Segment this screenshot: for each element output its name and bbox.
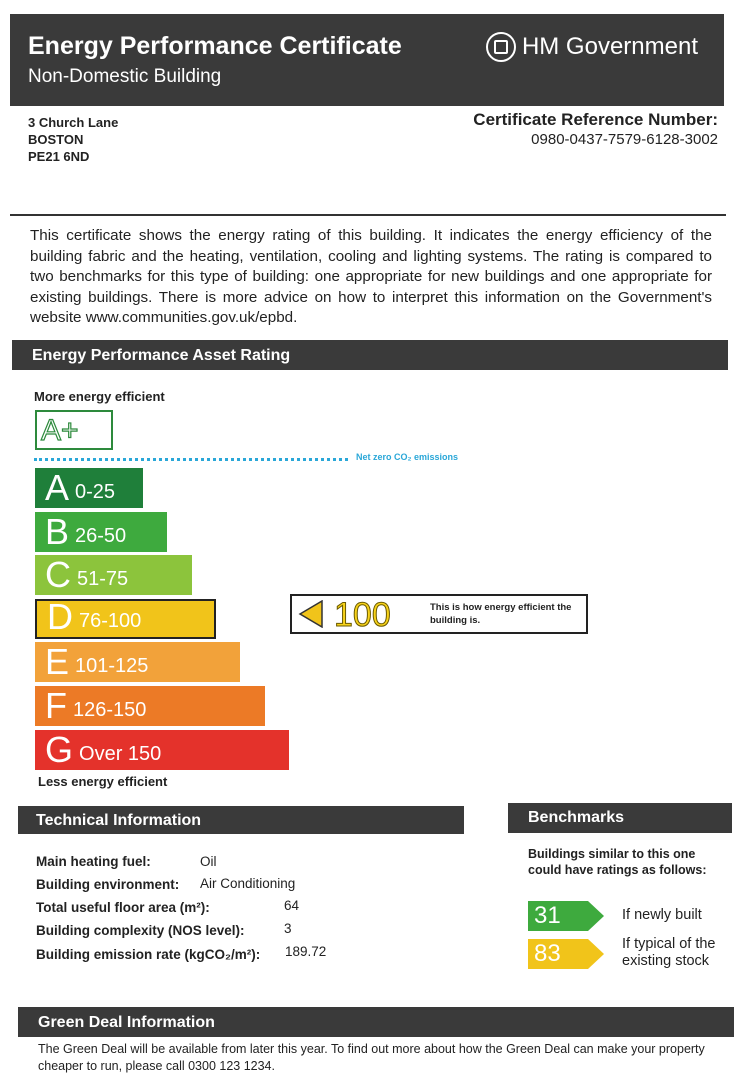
divider xyxy=(10,214,726,216)
band-range: 26-50 xyxy=(75,524,127,547)
aplus-band xyxy=(35,410,113,450)
address-line-2: BOSTON xyxy=(28,132,84,147)
page-subtitle: Non-Domestic Building xyxy=(28,66,222,87)
tech-label: Building emission rate (kgCO₂/m²): xyxy=(36,947,261,962)
address-block xyxy=(28,114,118,165)
band-letter: B xyxy=(45,510,70,552)
aplus-label: A+ xyxy=(41,414,79,447)
benchmark-new-badge xyxy=(528,901,604,931)
tech-label: Main heating fuel: xyxy=(36,854,151,869)
tech-value-emission: 189.72 xyxy=(285,944,327,959)
green-deal-title: Green Deal Information xyxy=(38,1014,215,1031)
benchmarks-intro: Buildings similar to this one could have ratings as follows: xyxy=(528,847,707,877)
technical-header xyxy=(18,806,464,834)
net-zero-label: Net zero CO₂ emissions xyxy=(356,452,459,462)
band-a xyxy=(35,468,143,508)
tech-row-floor-area xyxy=(36,900,210,915)
band-letter: E xyxy=(45,641,70,683)
band-letter: G xyxy=(45,728,74,770)
band-range: 101-125 xyxy=(75,655,149,678)
gov-name: HM Government xyxy=(521,33,698,60)
band-letter: F xyxy=(45,685,67,726)
green-deal-text: The Green Deal will be available from later this year. To find out more about how the Green Deal can make your property cheaper to run, please call 0300 123 1234. xyxy=(38,1042,705,1073)
band-b xyxy=(35,512,167,552)
tech-row-environment xyxy=(36,877,179,892)
band-letter: D xyxy=(47,595,73,637)
net-zero-line xyxy=(34,458,348,461)
certificate-header xyxy=(10,14,724,106)
tech-label: Building environment: xyxy=(36,877,180,892)
more-efficient-label: More energy efficient xyxy=(34,389,165,404)
band-c xyxy=(35,555,192,595)
tech-label: Total useful floor area (m²): xyxy=(36,900,210,915)
gov-logo xyxy=(486,32,698,62)
rating-section-title: Energy Performance Asset Rating xyxy=(32,347,291,364)
green-deal-header xyxy=(18,1007,734,1037)
band-d xyxy=(35,595,216,639)
benchmark-existing-label: If typical of the existing stock xyxy=(622,936,716,969)
rating-arrow-icon xyxy=(298,600,324,628)
tech-value-fuel: Oil xyxy=(200,854,217,869)
benchmark-new-value: 31 xyxy=(534,902,561,929)
page-title: Energy Performance Certificate xyxy=(28,32,402,60)
band-range: 126-150 xyxy=(73,699,147,721)
tech-row-fuel xyxy=(36,854,151,869)
current-rating-note: This is how energy efficient the building is. xyxy=(430,602,572,626)
crest-icon xyxy=(486,32,516,62)
band-range: 76-100 xyxy=(79,609,142,632)
band-range: Over 150 xyxy=(79,742,162,765)
band-g xyxy=(35,730,289,770)
address-line-1: 3 Church Lane xyxy=(28,115,119,130)
reference-label: Certificate Reference Number: xyxy=(473,110,718,129)
band-range: 0-25 xyxy=(75,481,116,503)
reference-value: 0980-0437-7579-6128-3002 xyxy=(531,131,718,148)
band-f xyxy=(35,686,265,726)
band-e xyxy=(35,642,240,682)
band-range: 51-75 xyxy=(77,568,129,591)
band-letter: A xyxy=(45,467,70,508)
benchmark-new-label: If newly built xyxy=(622,907,702,923)
tech-value-floor-area: 64 xyxy=(284,898,300,913)
rating-section-header xyxy=(12,340,728,370)
tech-row-emission xyxy=(36,947,260,962)
intro-paragraph: This certificate shows the energy rating of this building. It indicates the energy efficiency of the building fabric and the heating, ventilation, cooling and lighting systems. The rating is compared to two benchmarks for this type of building: one appropriate for new buildings and one appropriate for existing buildings. There is more advice on how to interpret this information on the Government's website www.communities.gov.uk/epbd. xyxy=(30,227,712,326)
tech-value-complexity: 3 xyxy=(284,921,292,936)
current-rating-value: 100 xyxy=(334,596,391,634)
benchmark-existing-badge xyxy=(528,939,604,969)
tech-value-environment: Air Conditioning xyxy=(200,876,296,891)
technical-title: Technical Information xyxy=(36,812,202,829)
address-line-3: PE21 6ND xyxy=(28,149,90,164)
tech-label: Building complexity (NOS level): xyxy=(36,923,245,938)
current-rating-indicator xyxy=(290,594,588,634)
tech-row-complexity xyxy=(36,923,245,938)
benchmark-existing-value: 83 xyxy=(534,940,561,967)
benchmarks-header xyxy=(508,803,732,833)
band-letter: C xyxy=(45,554,71,596)
less-efficient-label: Less energy efficient xyxy=(38,774,168,789)
benchmarks-title: Benchmarks xyxy=(528,809,625,826)
